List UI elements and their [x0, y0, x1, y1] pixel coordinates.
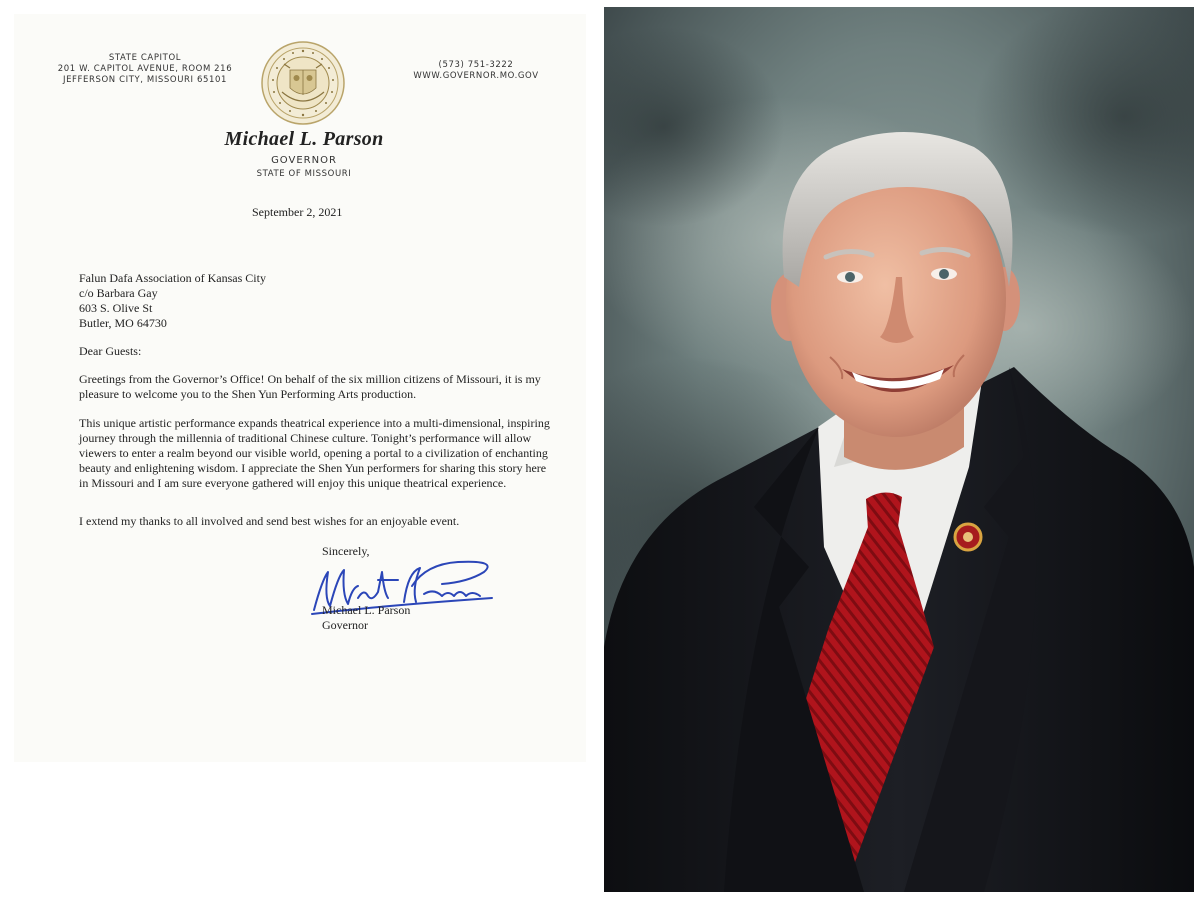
recipient-address — [79, 271, 266, 331]
letterhead-address — [14, 53, 276, 86]
recipient-line: Falun Dafa Association of Kansas City — [79, 271, 266, 285]
letter-date: September 2, 2021 — [252, 205, 343, 219]
letter-closing: Sincerely, — [322, 544, 370, 558]
website-link[interactable]: WWW.GOVERNOR.MO.GOV — [413, 71, 539, 81]
salutation: Dear Guests: — [79, 344, 142, 358]
recipient-line: Butler, MO 64730 — [79, 316, 167, 330]
state-seal-icon — [260, 40, 346, 126]
address-line-1: STATE CAPITOL — [108, 53, 182, 63]
address-line-3: JEFFERSON CITY, MISSOURI 65101 — [62, 75, 227, 85]
official-portrait — [604, 7, 1194, 892]
letter-paragraph-1: Greetings from the Governor’s Office! On behalf of the six million citizens of Missouri, it is my pleasure to welcome you to the Shen Yun Performing Arts production. — [79, 372, 541, 401]
governor-name-heading: Michael L. Parson — [224, 128, 384, 150]
state-heading: STATE OF MISSOURI — [256, 169, 352, 179]
letterhead-contact — [376, 60, 576, 82]
letter-paragraph-2: This unique artistic performance expands theatrical experience into a multi-dimensional, inspiring journey through the millennia of traditional Chinese culture. Tonight’s performance will allow viewers to enter a realm beyond our visible world, opening a portal to a civilization of enchanting beauty and enlightening wisdom. I appreciate the Shen Yun performers for sharing this story here in Missouri and I am sure everyone gathered will enjoy this unique theatrical experience. — [79, 416, 550, 490]
recipient-line: 603 S. Olive St — [79, 301, 153, 315]
recipient-line: c/o Barbara Gay — [79, 286, 158, 300]
governor-title-heading: GOVERNOR — [271, 155, 337, 166]
signer-name: Michael L. Parson — [322, 603, 411, 617]
signer-title: Governor — [322, 618, 368, 632]
address-line-2: 201 W. CAPITOL AVENUE, ROOM 216 — [57, 64, 233, 74]
phone-number: (573) 751-3222 — [438, 60, 514, 70]
letter-page — [14, 14, 586, 762]
letter-paragraph-3: I extend my thanks to all involved and send best wishes for an enjoyable event. — [79, 514, 460, 528]
